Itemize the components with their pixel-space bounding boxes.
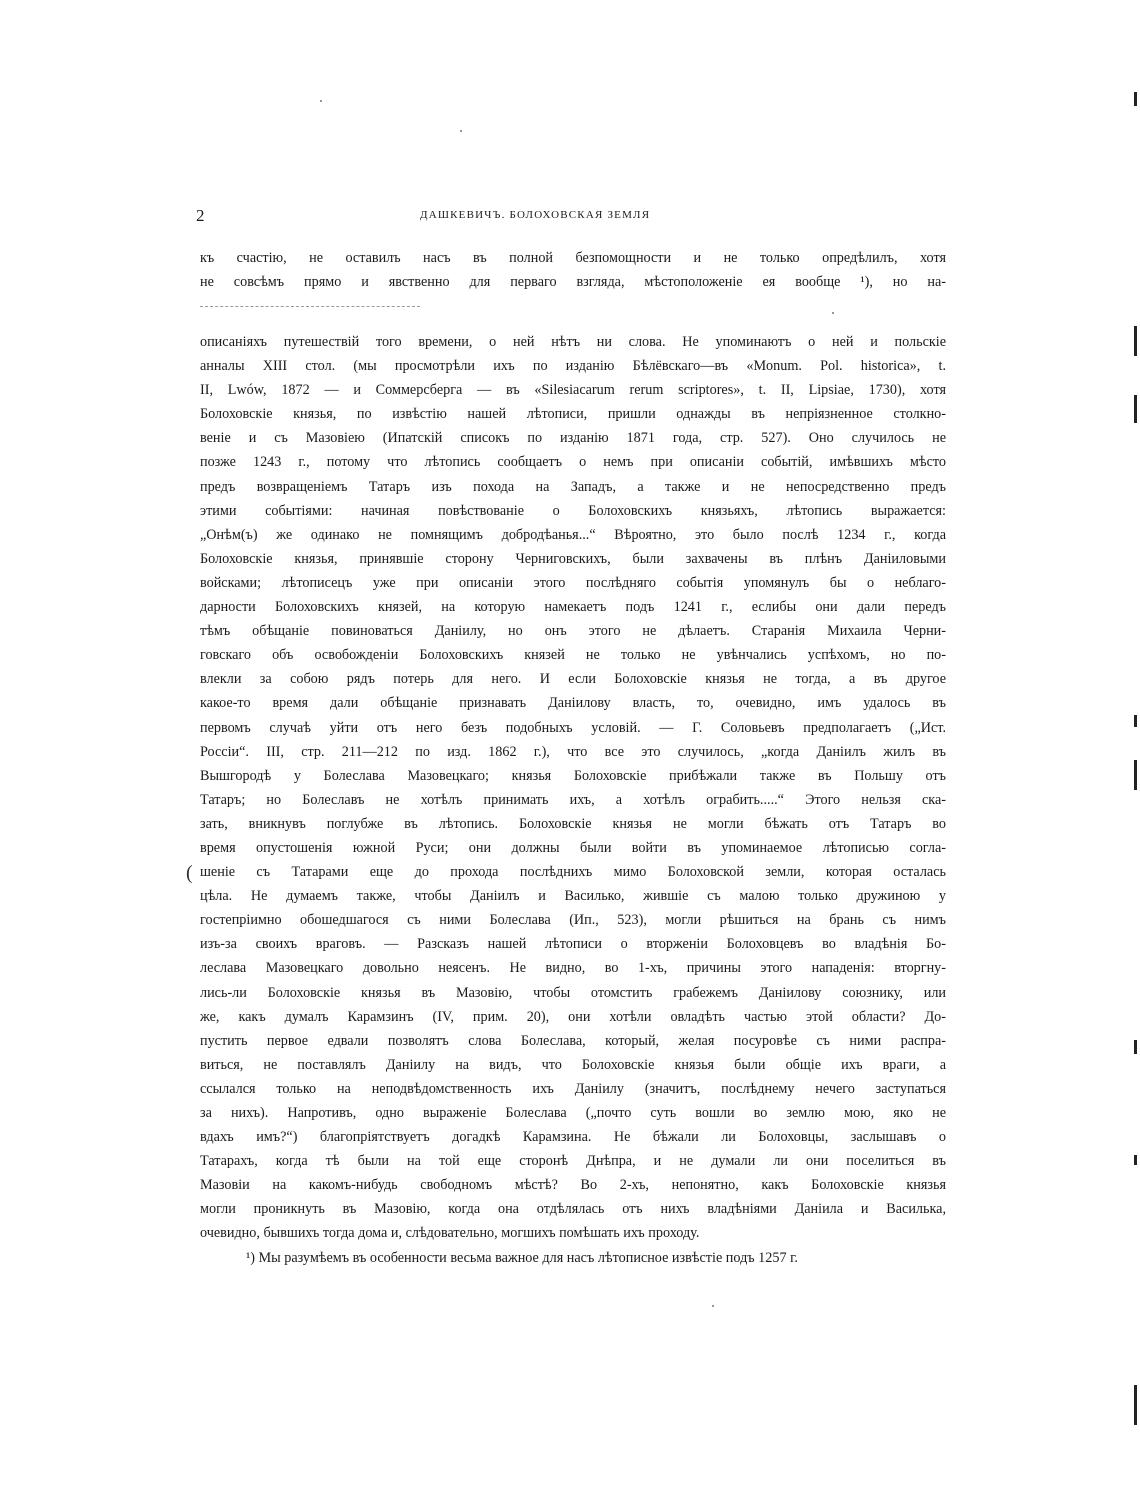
footnote-text-line: изъ-за своихъ враговъ. — Разсказъ нашей лѣтописи о вторженіи Болоховцевъ во владѣнія Бо-	[200, 936, 946, 953]
footnote-text-line: первомъ случаѣ уйти отъ него безъ подобныхъ условій. — Г. Соловьевъ предполагаетъ („Ист.	[200, 719, 946, 736]
footnote-note-line: ¹) Мы разумѣемъ въ особенности весьма важное для насъ лѣтописное извѣстіе подъ 1257 г.	[246, 1249, 798, 1266]
footnote-text-line: Мазовіи на какомъ-нибудь свободномъ мѣстѣ? Во 2-хъ, непонятно, какъ Болоховскіе князья	[200, 1177, 946, 1194]
footnote-text-line: веніе и съ Мазовіею (Ипатскій списокъ по изданію 1871 года, стр. 527). Оно случилось не	[200, 430, 946, 447]
footnote-text-line: ссылался только на неподвѣдомственность ихъ Даніилу (значитъ, послѣднему нечего заступаться	[200, 1080, 946, 1097]
footnote-text-line: Болоховскіе князья, принявшіе сторону Черниговскихъ, были захвачены въ плѣнъ Даніиловыми	[200, 550, 946, 567]
footnote-text-line: говскаго объ освобожденіи Болоховскихъ князей не только не увѣнчались успѣхомъ, но по-	[200, 647, 946, 664]
footnote-text-line: же, какъ думалъ Карамзинъ (IV, прим. 20), они хотѣли овладѣть частью этой области? До-	[200, 1008, 946, 1025]
scan-edge-mark	[1134, 715, 1137, 727]
margin-bracket-mark: (	[186, 862, 193, 884]
footnote-text-line: время опустошенія южной Руси; они должны были войти въ упоминаемое лѣтописью согла-	[200, 839, 946, 856]
footnote-text-line: II, Lwów, 1872 — и Соммерсберга — въ «Silesiacarum rerum scriptores», t. II, Lipsiae, 1730), хотя	[200, 382, 946, 399]
footnote-text-line: гостепріимно обошедшагося съ ними Болеслава (Ип., 523), могли рѣшиться на брань съ нимъ	[200, 912, 946, 929]
footnote-text-line: Татаръ; но Болеславъ не хотѣлъ принимать ихъ, а хотѣлъ ограбить.....“ Этого нельзя ска-	[200, 791, 946, 808]
scan-speck	[832, 312, 834, 314]
scan-edge-mark	[1134, 1385, 1137, 1425]
footnote-text-line: дарности Болоховскихъ князей, на которую намекаетъ подъ 1241 г., еслибы они дали передъ	[200, 599, 946, 616]
footnote-text-line: Россіи“. III, стр. 211—212 по изд. 1862 г.), что все это случилось, „когда Даніилъ жилъ въ	[200, 743, 946, 760]
scan-speck	[460, 130, 462, 132]
footnote-text-line: очевидно, бывшихъ тогда дома и, слѣдовательно, могшихъ помѣшать ихъ проходу.	[200, 1225, 700, 1242]
footnote-text-line: Болоховскіе князья, по извѣстію нашей лѣтописи, пришли однажды въ непріязненное столкно-	[200, 406, 946, 423]
footnote-text-line: влекли за собою рядъ потерь для него. И если Болоховскіе князья не тогда, а въ другое	[200, 671, 946, 688]
footnote-text-line: описаніяхъ путешествій того времени, о ней нѣтъ ни слова. Не упоминаютъ о ней и польскіе	[200, 334, 946, 350]
footnote-text-line: шеніе съ Татарами еще до прохода послѣднихъ мимо Болоховской земли, которая осталась	[200, 864, 946, 881]
footnote-text-line: войсками; лѣтописецъ уже при описаніи этого послѣдняго событія упомянулъ бы о неблаго-	[200, 574, 946, 591]
footnote-text-line: могли проникнуть въ Мазовію, когда она отдѣлялась отъ нихъ владѣніями Даніила и Василька,	[200, 1201, 946, 1218]
footnote-text-block	[200, 330, 946, 1270]
footnote-text-line: позже 1243 г., потому что лѣтопись сообщаетъ о немъ при описаніи событій, имѣвшихъ мѣсто	[200, 454, 946, 471]
footnote-text-line: тѣмъ обѣщаніе повиноваться Даніилу, но онъ этого не дѣлаетъ. Старанія Михаила Черни-	[200, 623, 946, 640]
footnote-text-line: зать, вникнувъ поглубже въ лѣтопись. Болоховскіе князья не могли бѣжать отъ Татаръ во	[200, 815, 946, 832]
footnote-text-line: этими событіями: начиная повѣствованіе о Болоховскихъ князьяхъ, лѣтопись выражается:	[200, 502, 946, 519]
footnote-text-line: какое-то время дали обѣщаніе признавать Даніилову власть, то, очевидно, имъ удалось въ	[200, 695, 946, 712]
scan-edge-mark	[1134, 1040, 1137, 1054]
footnote-text-line: вдахъ имъ?“) благопріятствуетъ догадкѣ Карамзина. Не бѣжали ли Болоховцы, заслышавъ о	[200, 1129, 946, 1146]
page-number: 2	[196, 206, 205, 225]
scan-edge-mark	[1134, 1155, 1137, 1165]
footnote-text-line: виться, не поставлялъ Даніилу на видъ, что Болоховскіе князья были общіе ихъ враги, а	[200, 1056, 946, 1073]
main-text-block	[200, 246, 946, 294]
footnote-text-line: лись-ли Болоховскіе князья въ Мазовію, чтобы отомстить грабежемъ Даніилову союзнику, или	[200, 984, 946, 1001]
footnote-text-line: анналы XIII стол. (мы просмотрѣли ихъ по изданію Бѣлёвскаго—въ «Monum. Pol. historica», t.	[200, 358, 946, 375]
footnote-text-line: за нихъ). Напротивъ, одно выраженіе Болеслава („почто суть вошли во землю мою, яко не	[200, 1105, 946, 1121]
footnote-text-line: Татарахъ, когда тѣ были на той еще сторонѣ Днѣпра, и не думали ли они поселиться въ	[200, 1153, 946, 1170]
footnote-text-line: предъ возвращеніемъ Татаръ изъ похода на Западъ, а также и не непосредственно предъ	[200, 478, 946, 495]
scan-edge-mark	[1134, 395, 1137, 423]
footnote-separator	[200, 306, 420, 307]
main-text-line: не совсѣмъ прямо и явственно для перваго взгляда, мѣстоположеніе ея вообще ¹), но на-	[200, 274, 946, 291]
footnote-text-line: цѣла. Не думаемъ также, чтобы Даніилъ и Василько, жившіе съ малою только дружиною у	[200, 888, 946, 905]
main-text-line: къ счастію, не оставилъ насъ въ полной безпомощности и не только опредѣлилъ, хотя	[200, 250, 946, 266]
scan-edge-mark	[1134, 326, 1137, 356]
footnote-text-line: леслава Мазовецкаго довольно неясенъ. Не видно, во 1-хъ, причины этого нападенія: вторгну-	[200, 960, 946, 977]
scan-speck	[320, 100, 322, 102]
running-head: ДАШКЕВИЧЪ. БОЛОХОВСКАЯ ЗЕМЛЯ	[420, 209, 651, 221]
scan-edge-mark	[1134, 760, 1137, 790]
scan-edge-mark	[1134, 92, 1137, 106]
footnote-text-line: Вышгородѣ у Болеслава Мазовецкаго; князья Болоховскіе прибѣжали также въ Польшу отъ	[200, 767, 946, 784]
footnote-text-line: пустить первое едвали позволятъ слова Болеслава, который, желая посуровѣе съ ними распра-	[200, 1032, 946, 1049]
scan-speck	[712, 1305, 714, 1307]
footnote-text-line: „Онѣм(ъ) же одинако не помнящимъ добродѣанья...“ Вѣроятно, это было послѣ 1234 г., когда	[200, 526, 946, 543]
